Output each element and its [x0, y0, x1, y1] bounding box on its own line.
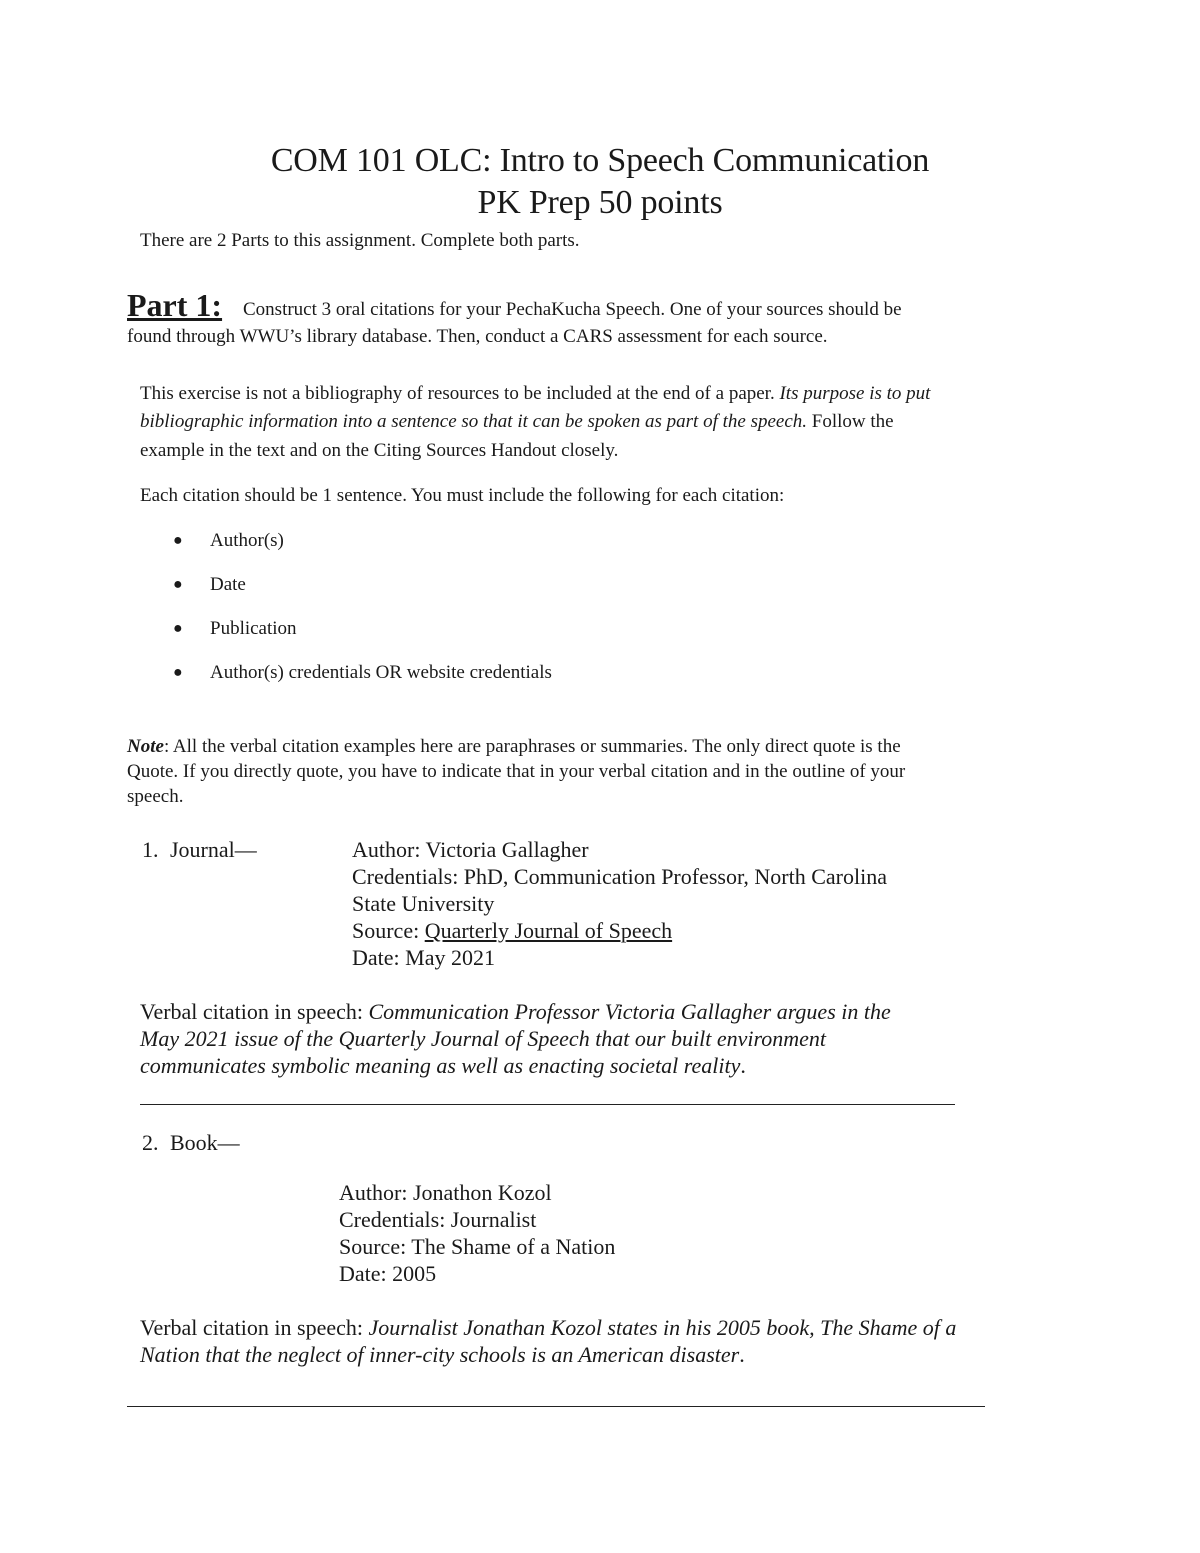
part1-line2: found through WWU’s library database. Then, conduct a CARS assessment for each source. [127, 326, 828, 347]
note-line3: speech. [127, 786, 184, 807]
purpose-line2-plain: Follow the [811, 411, 894, 432]
item2-verbal-text1: Journalist Jonathan Kozol states in his 2005 book, The Shame of a [368, 1315, 957, 1340]
item2-verbal-line1 [140, 1315, 956, 1341]
bullet-marker: ● [173, 620, 183, 637]
bullet-item-credentials: Author(s) credentials OR website credentials [210, 662, 552, 683]
purpose-line3: example in the text and on the Citing Sources Handout closely. [140, 440, 619, 461]
item2-verbal-label: Verbal citation in speech: [140, 1315, 369, 1340]
purpose-line2-italic: bibliographic information into a sentence so that it can be spoken as part of the speech. [140, 411, 808, 432]
item1-verbal-end: . [740, 1053, 746, 1078]
item1-author: Author: Victoria Gallagher [352, 837, 589, 862]
item2-verbal-line2 [140, 1342, 745, 1368]
part1-line1: Construct 3 oral citations for your PechaKucha Speech. One of your sources should be [243, 299, 902, 320]
item1-verbal-line3 [140, 1053, 746, 1079]
divider-rule [140, 1104, 955, 1105]
item1-type: Journal— [170, 837, 257, 862]
item1-credentials-line2: State University [352, 891, 495, 916]
divider-rule [127, 1406, 985, 1407]
item2-type: Book— [170, 1130, 240, 1155]
item1-verbal-text2: May 2021 issue of the Quarterly Journal of Speech that our built environment [140, 1026, 826, 1051]
purpose-line1 [140, 383, 930, 405]
purpose-line1-plain: This exercise is not a bibliography of resources to be included at the end of a paper. [140, 383, 775, 404]
item2-credentials: Credentials: Journalist [339, 1207, 537, 1232]
item1-verbal-text1: Communication Professor Victoria Gallagher argues in the [368, 999, 891, 1024]
note-line1 [127, 736, 901, 758]
item1-number: 1. [142, 837, 159, 862]
item2-number: 2. [142, 1130, 159, 1155]
bullet-marker: ● [173, 664, 183, 681]
item2-author: Author: Jonathon Kozol [339, 1180, 552, 1205]
item1-credentials-line1: Credentials: PhD, Communication Professor, North Carolina [352, 864, 887, 889]
requirement-text: Each citation should be 1 sentence. You must include the following for each citation: [140, 485, 785, 506]
bullet-item-authors: Author(s) [210, 530, 284, 551]
note-line2: Quote. If you directly quote, you have to indicate that in your verbal citation and in the outline of your [127, 761, 906, 782]
item1-source [352, 918, 672, 944]
item2-date: Date: 2005 [339, 1261, 437, 1286]
bullet-marker: ● [173, 576, 183, 593]
note-line1-text: : All the verbal citation examples here are paraphrases or summaries. The only direct quote is the [163, 736, 901, 757]
intro-text: There are 2 Parts to this assignment. Complete both parts. [140, 230, 580, 251]
item2-source: Source: The Shame of a Nation [339, 1234, 616, 1259]
bullet-marker: ● [173, 532, 183, 549]
page-title: COM 101 OLC: Intro to Speech Communication [270, 142, 930, 179]
item1-verbal-line2 [140, 1026, 826, 1052]
item1-verbal-label: Verbal citation in speech: [140, 999, 369, 1024]
purpose-line1-italic: Its purpose is to put [779, 383, 931, 404]
note-label: Note [127, 736, 164, 757]
bullet-item-date: Date [210, 574, 246, 595]
page-subtitle: PK Prep 50 points [477, 184, 723, 221]
item2-verbal-text2: Nation that the neglect of inner-city schools is an American disaster [140, 1342, 740, 1367]
item1-verbal-text3: communicates symbolic meaning as well as enacting societal reality [140, 1053, 741, 1078]
item1-source-value: Quarterly Journal of Speech [424, 918, 673, 943]
item1-source-label: Source: [352, 918, 425, 943]
item1-date: Date: May 2021 [352, 945, 495, 970]
part1-heading: Part 1: [127, 287, 223, 323]
bullet-item-publication: Publication [210, 618, 297, 639]
item1-verbal-line1 [140, 999, 891, 1025]
purpose-line2 [140, 411, 894, 433]
item2-verbal-end: . [739, 1342, 745, 1367]
